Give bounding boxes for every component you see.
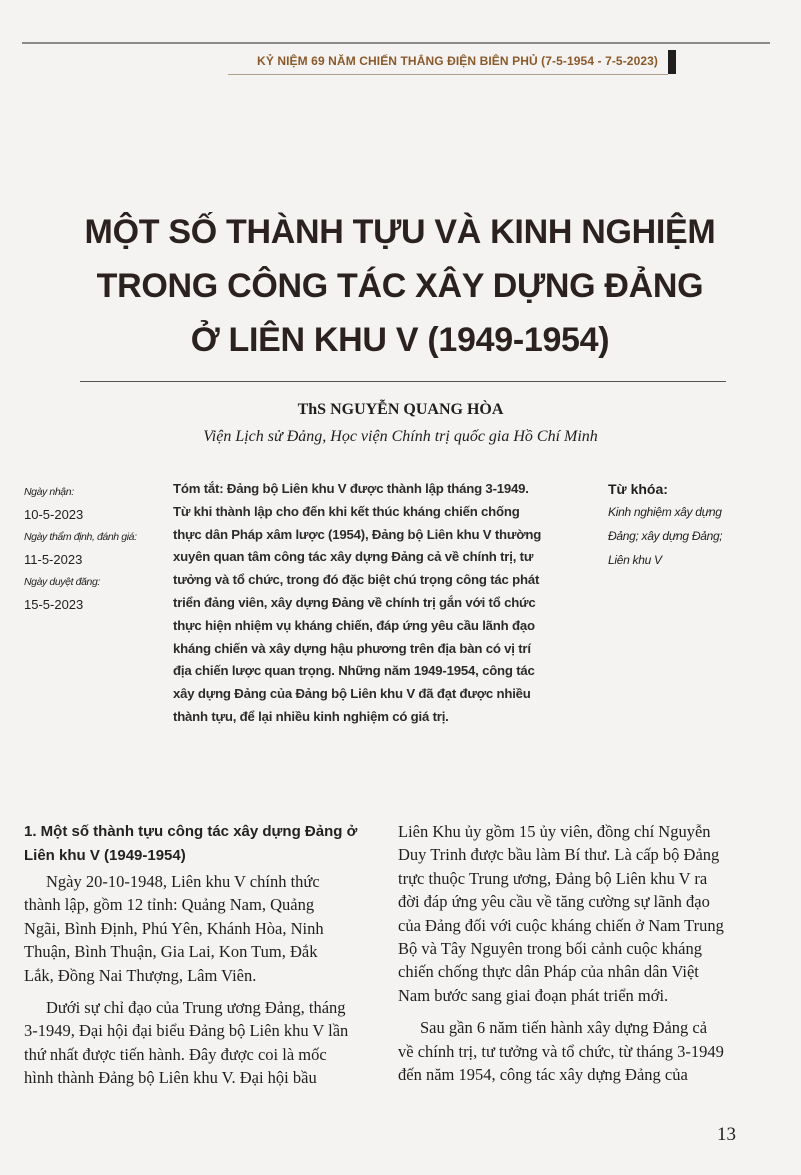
abstract-line: xuyên quan tâm công tác xây dựng Đảng cả về chính trị, tư (173, 549, 534, 565)
title-line: TRONG CÔNG TÁC XÂY DỰNG ĐẢNG (96, 267, 704, 305)
date-value: 10-5-2023 (24, 507, 84, 522)
keywords-text (608, 500, 778, 572)
date-value: 11-5-2023 (24, 552, 83, 567)
article-dates (24, 482, 159, 617)
body-column-right (398, 820, 743, 1086)
title-line: MỘT SỐ THÀNH TỰU VÀ KINH NGHIỆM (84, 213, 716, 251)
abstract-line: thực dân Pháp xâm lược (1954), Đảng bộ Liên khu V thường (173, 526, 542, 542)
keyword-line: Kinh nghiệm xây dựng (608, 505, 722, 519)
text-line: Ngãi, Bình Định, Phú Yên, Khánh Hòa, Ninh (24, 918, 324, 938)
abstract-line: xây dựng Đảng của Đảng bộ Liên khu V đã đạt được nhiều (173, 686, 531, 702)
abstract-line: thực hiện nhiệm vụ kháng chiến, đáp ứng yêu cầu lãnh đạo (173, 617, 535, 633)
section-heading (24, 820, 359, 868)
paragraph (24, 870, 359, 987)
date-label: Ngày thẩm định, đánh giá: (24, 531, 137, 543)
abstract-line: kháng chiến và xây dựng hậu phương trên địa bàn có vị trí (173, 640, 531, 656)
text-line: thành lập, gồm 12 tỉnh: Quảng Nam, Quảng (24, 895, 315, 915)
section-heading-line: Liên khu V (1949-1954) (24, 847, 186, 864)
author-name: ThS NGUYỄN QUANG HÒA (297, 401, 504, 418)
running-title: KỶ NIỆM 69 NĂM CHIẾN THẮNG ĐIỆN BIÊN PHỦ (7-5-1954 - 7-5-2023) (257, 54, 658, 68)
date-label: Ngày nhận: (24, 486, 74, 498)
text-line: hình thành Đảng bộ Liên khu V. Đại hội bầu (24, 1068, 317, 1088)
title-line: Ở LIÊN KHU V (1949-1954) (190, 321, 610, 359)
paragraph (24, 996, 359, 1090)
abstract (173, 478, 593, 729)
text-line: về chính trị, tư tưởng và tổ chức, từ tháng 3-1949 (398, 1041, 724, 1061)
text-line: Dưới sự chỉ đạo của Trung ương Đảng, tháng (46, 998, 346, 1018)
keywords (608, 478, 778, 572)
paragraph (398, 820, 743, 1007)
keyword-line: Đảng; xây dựng Đảng; (608, 529, 723, 543)
title-rule (80, 381, 726, 382)
date-label: Ngày duyệt đăng: (24, 576, 100, 588)
text-line: chiến chống thực dân Pháp của nhân dân Việt (398, 962, 699, 982)
text-line: trực thuộc Trung ương, Đảng bộ Liên khu V ra (398, 868, 708, 888)
keywords-label: Từ khóa: (608, 481, 668, 497)
author-affiliation: Viện Lịch sử Đảng, Học viện Chính trị quốc gia Hồ Chí Minh (203, 428, 598, 445)
text-line: Sau gần 6 năm tiến hành xây dựng Đảng cả (420, 1018, 708, 1038)
text-line: đến năm 1954, công tác xây dựng Đảng của (398, 1065, 688, 1085)
running-header (228, 50, 668, 75)
text-line: 3-1949, Đại hội đại biểu Đảng bộ Liên khu V lần (24, 1021, 349, 1041)
text-line: của Đảng đối với cuộc kháng chiến ở Nam Trung (398, 915, 724, 935)
article-title (40, 205, 760, 367)
header-tab-marker (668, 50, 676, 74)
abstract-line: Từ khi thành lập cho đến khi kết thúc kháng chiến chống (173, 503, 520, 519)
body-column-left (24, 820, 359, 1090)
text-line: thứ nhất được tiến hành. Đây được coi là mốc (24, 1044, 327, 1064)
text-line: Lắk, Đồng Nai Thượng, Lâm Viên. (24, 965, 257, 985)
text-line: Duy Trinh được bầu làm Bí thư. Là cấp bộ Đảng (398, 845, 720, 865)
top-rule (22, 42, 770, 44)
page-number: 13 (717, 1124, 736, 1145)
text-line: Thuận, Bình Thuận, Gia Lai, Kon Tum, Đắk (24, 942, 318, 962)
text-line: Bộ và Tây Nguyên trong bối cảnh cuộc kháng (398, 939, 702, 959)
paragraph (398, 1016, 743, 1086)
keyword-line: Liên khu V (608, 553, 662, 567)
abstract-line: thành tựu, để lại nhiều kinh nghiệm có giá trị. (173, 708, 449, 724)
text-line: Ngày 20-10-1948, Liên khu V chính thức (46, 872, 320, 891)
abstract-line: địa chiến lược quan trọng. Những năm 1949-1954, công tác (173, 663, 535, 679)
text-line: Nam bước sang giai đoạn phát triển mới. (398, 985, 669, 1005)
text-line: đời đáp ứng yêu cầu về tăng cường sự lãnh đạo (398, 892, 710, 912)
abstract-line: Tóm tắt: Đảng bộ Liên khu V được thành lập tháng 3-1949. (173, 481, 529, 496)
date-value: 15-5-2023 (24, 597, 84, 612)
abstract-line: triển đảng viên, xây dựng Đảng về chính trị gắn với tổ chức (173, 594, 536, 610)
section-heading-line: 1. Một số thành tựu công tác xây dựng Đảng ở (24, 823, 358, 840)
text-line: Liên Khu ủy gồm 15 ủy viên, đồng chí Nguyễn (398, 822, 711, 841)
abstract-line: tưởng và tổ chức, trong đó đặc biệt chú trọng công tác phát (173, 572, 540, 588)
